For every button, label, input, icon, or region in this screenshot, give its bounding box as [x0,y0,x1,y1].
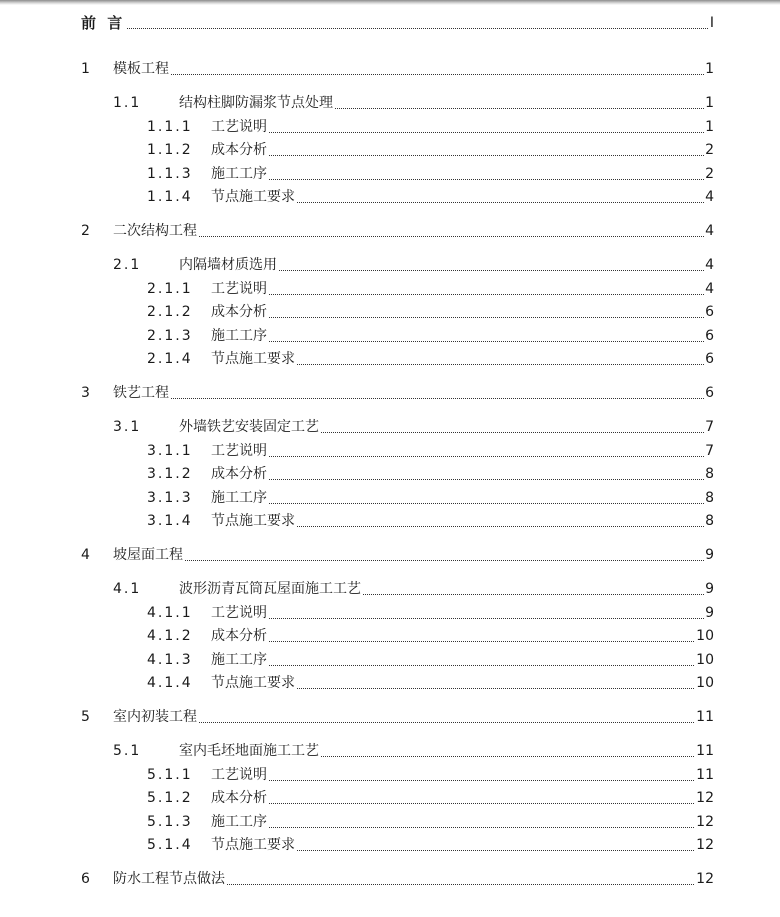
toc-entry[interactable] [0,440,780,462]
toc-entry[interactable] [0,278,780,300]
toc-entry-title: 二次结构工程 [113,223,197,239]
toc-entry-number: 2.1.4 [147,351,193,367]
toc-entry-page: 1 [705,61,714,77]
toc-entry-number: 5.1 [113,743,142,759]
toc-entry-title: 工艺说明 [211,281,267,297]
toc-entry[interactable] [0,382,780,404]
toc-entry[interactable] [0,649,780,671]
toc-entry-title: 外墙铁艺安装固定工艺 [179,419,319,435]
toc-entry-number: 3.1.3 [147,490,193,506]
toc-entry-page: 4 [705,223,714,239]
dot-leader [297,364,714,365]
toc-entry-page: 7 [705,419,714,435]
toc-entry-number: 1.1.1 [147,119,193,135]
toc-entry[interactable] [0,58,780,80]
toc-entry-title: 节点施工要求 [211,351,295,367]
dot-leader [321,756,714,757]
toc-entry[interactable] [0,463,780,485]
toc-entry-title: 铁艺工程 [113,385,169,401]
toc-entry-title: 工艺说明 [211,119,267,135]
toc-entry-page: 12 [696,837,714,853]
toc-entry-page: I [709,15,714,31]
toc-entry-page: 1 [705,95,714,111]
toc-entry[interactable] [0,578,780,600]
dot-leader [279,270,714,271]
toc-entry[interactable] [0,544,780,566]
toc-entry-title: 成本分析 [211,142,267,158]
toc-entry-number: 3.1.1 [147,443,193,459]
toc-entry-number: 1.1.4 [147,189,193,205]
toc-entry[interactable] [0,787,780,809]
toc-entry-title: 工艺说明 [211,767,267,783]
toc-entry-title: 成本分析 [211,628,267,644]
dot-leader [185,560,714,561]
toc-entry-page: 8 [705,466,714,482]
toc-entry[interactable] [0,301,780,323]
dot-leader [269,780,714,781]
toc-entry[interactable] [0,487,780,509]
toc-entry-title: 节点施工要求 [211,837,295,853]
toc-entry-page: 12 [696,814,714,830]
toc-entry[interactable] [0,868,780,890]
toc-entry-page: 6 [705,328,714,344]
toc-entry-title: 工艺说明 [211,443,267,459]
dot-leader [269,294,714,295]
toc-entry-page: 6 [705,351,714,367]
toc-entry-number: 2.1 [113,257,142,273]
toc-entry-number: 2.1.3 [147,328,193,344]
toc-entry-title: 防水工程节点做法 [113,871,225,887]
toc-entry-page: 12 [696,790,714,806]
toc-entry-page: 8 [705,490,714,506]
toc-entry[interactable] [0,602,780,624]
toc-entry-page: 1 [705,119,714,135]
toc-entry-number: 4.1.3 [147,652,193,668]
dot-leader [269,341,714,342]
toc-entry[interactable] [0,186,780,208]
toc-entry-number: 3.1.2 [147,466,193,482]
toc-entry-title: 施工工序 [211,166,267,182]
toc-entry[interactable] [0,220,780,242]
toc-entry[interactable] [0,163,780,185]
toc-entry[interactable] [0,625,780,647]
toc-entry[interactable] [0,416,780,438]
toc-entry-page: 11 [696,743,714,759]
dot-leader [269,803,714,804]
toc-entry-title: 成本分析 [211,466,267,482]
toc-entry-page: 10 [696,628,714,644]
toc-entry[interactable] [0,706,780,728]
toc-entry-number: 5 [81,709,90,725]
toc-entry[interactable] [0,672,780,694]
toc-entry-title: 节点施工要求 [211,513,295,529]
dot-leader [297,850,714,851]
toc-entry-number: 3.1 [113,419,142,435]
toc-entry-number: 3.1.4 [147,513,193,529]
dot-leader [269,132,714,133]
toc-entry[interactable] [0,834,780,856]
toc-entry[interactable] [0,139,780,161]
toc-entry-page: 11 [696,767,714,783]
dot-leader [297,526,714,527]
dot-leader [199,236,714,237]
toc-entry-page: 4 [705,281,714,297]
dot-leader [363,594,714,595]
toc-entry-title: 内隔墙材质选用 [179,257,277,273]
toc-entry-title: 波形沥青瓦筒瓦屋面施工工艺 [179,581,361,597]
dot-leader [297,688,714,689]
toc-entry-page: 4 [705,189,714,205]
toc-entry-number: 5.1.3 [147,814,193,830]
toc-entry-number: 4.1 [113,581,142,597]
dot-leader [269,179,714,180]
toc-entry[interactable] [0,116,780,138]
toc-entry[interactable] [0,740,780,762]
toc-entry-number: 1 [81,61,90,77]
dot-leader [269,641,714,642]
toc-entry-page: 10 [696,652,714,668]
toc-entry-page: 9 [705,581,714,597]
dot-leader [269,479,714,480]
toc-entry-number: 2 [81,223,90,239]
toc-entry-title: 成本分析 [211,790,267,806]
toc-entry-number: 1.1.3 [147,166,193,182]
toc-entry-title: 模板工程 [113,61,169,77]
toc-entry-page: 11 [696,709,714,725]
toc-entry-title: 施工工序 [211,814,267,830]
dot-leader [199,722,714,723]
toc-entry-number: 5.1.2 [147,790,193,806]
toc-entry-number: 3 [81,385,90,401]
dot-leader [269,503,714,504]
toc-entry-title: 节点施工要求 [211,189,295,205]
toc-entry-title: 施工工序 [211,652,267,668]
dot-leader [269,317,714,318]
toc-entry-page: 9 [705,547,714,563]
toc-entry-page: 2 [705,166,714,182]
dot-leader [171,398,714,399]
toc-entry-title: 工艺说明 [211,605,267,621]
dot-leader [269,618,714,619]
toc-entry[interactable] [0,92,780,114]
toc-entry[interactable] [0,510,780,532]
toc-entry-page: 2 [705,142,714,158]
toc-entry-number: 4.1.4 [147,675,193,691]
dot-leader [321,432,714,433]
toc-entry-number: 4 [81,547,90,563]
toc-entry-number: 2.1.1 [147,281,193,297]
toc-entry-title: 施工工序 [211,490,267,506]
toc-entry-number: 1.1 [113,95,142,111]
dot-leader [269,827,714,828]
toc-entry[interactable] [0,811,780,833]
toc-entry[interactable] [0,325,780,347]
toc-entry-number: 5.1.1 [147,767,193,783]
toc-entry-page: 8 [705,513,714,529]
dot-leader [269,665,714,666]
toc-entry-title: 节点施工要求 [211,675,295,691]
toc-entry-title: 室内初装工程 [113,709,197,725]
toc-entry-number: 4.1.1 [147,605,193,621]
dot-leader [297,202,714,203]
toc-entry[interactable] [0,348,780,370]
dot-leader [269,456,714,457]
toc-entry-title: 坡屋面工程 [113,547,183,563]
toc-entry-title: 施工工序 [211,328,267,344]
toc-entry-page: 9 [705,605,714,621]
toc-entry-page: 7 [705,443,714,459]
toc-entry-number: 5.1.4 [147,837,193,853]
toc-entry-number: 1.1.2 [147,142,193,158]
dot-leader [335,108,714,109]
toc-entry-page: 6 [705,385,714,401]
toc-entry-title: 室内毛坯地面施工工艺 [179,743,319,759]
dot-leader [269,155,714,156]
toc-entry-page: 4 [705,257,714,273]
toc-entry-page: 12 [696,871,714,887]
toc-entry-title: 成本分析 [211,304,267,320]
dot-leader [227,884,714,885]
toc-entry[interactable] [0,764,780,786]
toc-entry-number: 2.1.2 [147,304,193,320]
toc-entry-preface[interactable] [0,12,780,34]
toc-entry-title: 前 言 [81,14,126,32]
toc-entry-page: 6 [705,304,714,320]
toc-entry-number: 6 [81,871,90,887]
toc-entry-number: 4.1.2 [147,628,193,644]
dot-leader [127,28,714,29]
toc-entry-page: 10 [696,675,714,691]
dot-leader [171,74,714,75]
toc-entry[interactable] [0,254,780,276]
toc-entry-title: 结构柱脚防漏浆节点处理 [179,95,333,111]
